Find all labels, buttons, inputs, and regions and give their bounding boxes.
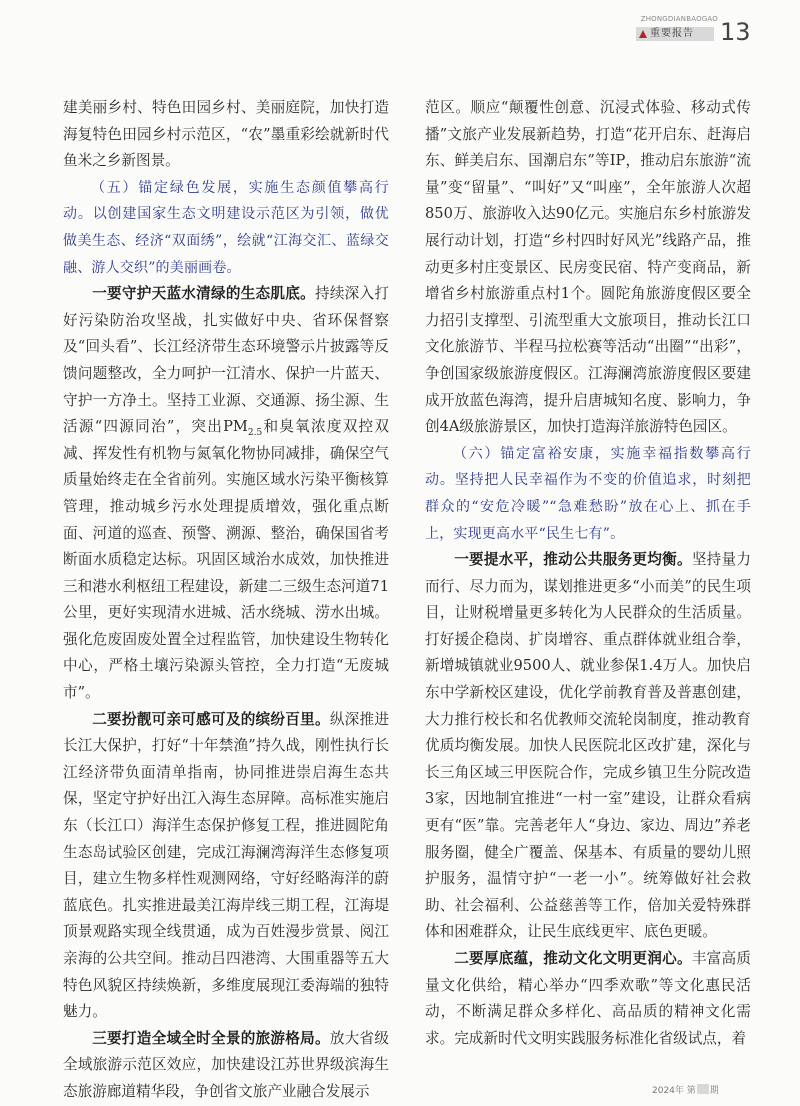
paragraph-body: 放大省级全域旅游示范区效应，加快建设江苏世界级滨海生态旅游廊道精华段，争创省文旅产业融合发展示 [63,1029,389,1100]
triangle-marker-icon [639,30,647,38]
paragraph-lead: 三要打造全域全时全景的旅游格局。 [92,1029,330,1047]
paragraph-continuation: 建美丽乡村、特色田园乡村、美丽庭院，加快打造海复特色田园乡村示范区，“农”墨重彩绘就新时代鱼米之乡新图景。 [63,99,389,170]
paragraph-lead: 一要守护天蓝水清绿的生态肌底。 [92,285,315,303]
paragraph-lead: 一要提水平，推动公共服务更均衡。 [454,551,692,569]
paragraph-body: 和臭氧浓度双控双减、挥发性有机物与氮氧化物协同减排，确保空气质量始终走在全省前列。实施区域水污染平衡核算管理，推动城乡污水处理提质增效，强化重点断面、河道的巡查、预警、溯源、整治，确保国省考断面水质稳定达标。巩固区域治水成效，加快推进三和港水利枢纽工程建设，新建二三级生态河道71公里，更好实现清水进城、活水绕城、涝水出城。强化危废固废处置全过程监管，加快建设生物转化中心，严格土壤污染源头管控，全力打造“无废城市”。 [63,418,389,702]
page-number: 13 [720,18,751,46]
issue-number-box [697,1084,709,1094]
paragraph-continuation: 范区。顺应“颠覆性创意、沉浸式体验、移动式传播”文旅产业发展新趋势，打造“花开启东、赶海启东、鲜美启东、国潮启东”等IP，推动启东旅游“流量”变“留量”、“叫好”又“叫座”，全年旅游人次超850万、旅游收入达90亿元。实施启东乡村旅游发展行动计划，打造“乡村四时好风光”线路产品，推动更多村庄变景区、民房变民宿、特产变商品，新增省乡村旅游重点村1个。圆陀角旅游度假区要全力招引支撑型、引流型重大文旅项目，推动长江口文化旅游节、半程马拉松赛等活动“出圈”“出彩”，争创国家级旅游度假区。江海澜湾旅游度假区要建成开放蓝色海湾，提升启唐城知名度、影响力，争创4A级旅游景区，加快打造海洋旅游特色园区。 [425,99,751,436]
paragraph-lead: 二要厚底蕴，推动文化文明更润心。 [454,950,692,967]
subscript: 2.5 [247,428,263,439]
paragraph-body: 持续深入打好污染防治攻坚战，扎实做好中央、省环保督察及“回头看”、长江经济带生态环境警示片披露等反馈问题整改，全力呵护一江清水、保护一片蓝天、守护一方净土。坚持工业源、交通源、扬尘源、生活源“四源同治”，突出PM [63,285,389,436]
footer-issue-prefix: 第 [686,1086,696,1096]
paragraph-body: 坚持量力而行、尽力而为，谋划推进更多“小而美”的民生项目，让财税增量更多转化为人民群众的生活质量。打好援企稳岗、扩岗增容、重点群体就业组合拳，新增城镇就业9500人、就业参保1.4万人。加快启东中学新校区建设，优化学前教育普及普惠创建，大力推行校长和名优教师交流轮岗制度，推动教育优质均衡发展。加快人民医院北区改扩建，深化与长三角区域三甲医院合作，完成乡镇卫生分院改造3家，因地制宜推进“一村一室”建设，让群众看病更有“医”靠。完善老年人“身边、家边、周边”养老服务圈，健全广覆盖、保基本、有质量的婴幼儿照护服务，温情守护“一老一小”。统筹做好社会救助、社会福利、公益慈善等工作，倍加关爱特殊群体和困难群众，让民生底线更牢、底色更暖。 [425,551,751,941]
paragraph-public-services [425,547,751,946]
section-tag [636,27,714,41]
right-column [425,95,751,1070]
footer-issue-suffix: 期 [709,1086,719,1096]
section-five-heading: （五）锚定绿色发展，实施生态颜值攀高行动。以创建国家生态文明建设示范区为引领，做优做美生态、经济“双面绣”，绘就“江海交汇、蓝绿交融、游人交织”的美丽画卷。 [63,179,389,276]
paragraph-body: 丰富高质量文化供给，精心举办“四季欢歌”等文化惠民活动，不断满足群众多样化、高品质的精神文化需求。完成新时代文明实践服务标准化省级试点，着 [425,950,751,1047]
section-six-heading: （六）锚定富裕安康，实施幸福指数攀高行动。坚持把人民幸福作为不变的价值追求，时刻把群众的“安危冷暖”“急难愁盼”放在心上、抓在手上，实现更高水平“民生七有”。 [425,445,751,542]
header-pinyin: ZHONGDIANBAOGAO [640,15,718,23]
footer-issue [652,1083,762,1096]
paragraph-coastline [63,707,389,1026]
footer-year: 2024年 [652,1086,684,1096]
section-title: 重要报告 [650,28,694,39]
paragraph-lead: 二要扮靓可亲可感可及的缤纷百里。 [92,710,330,728]
paragraph-tourism [63,1026,389,1106]
paragraph-ecology [63,281,389,707]
left-column [63,95,389,1100]
paragraph-body: 纵深推进长江大保护，打好“十年禁渔”持久战，刚性执行长江经济带负面清单指南，协同推进崇启海生态共保，坚定守护好出江入海生态屏障。高标准实施启东（长江口）海洋生态保护修复工程，推进圆陀角生态岛试验区创建，完成江海澜湾海洋生态修复项目，建立生物多样性观测网络，守好经略海洋的蔚蓝底色。扎实推进最美江海岸线三期工程，江海堤顶景观路实现全线贯通，成为百姓漫步赏景、阅江亲海的公共空间。推动吕四港湾、大围重器等五大特色风貌区持续焕新，多维度展现江委海端的独特魅力。 [63,710,389,1021]
paragraph-culture [425,946,751,1052]
